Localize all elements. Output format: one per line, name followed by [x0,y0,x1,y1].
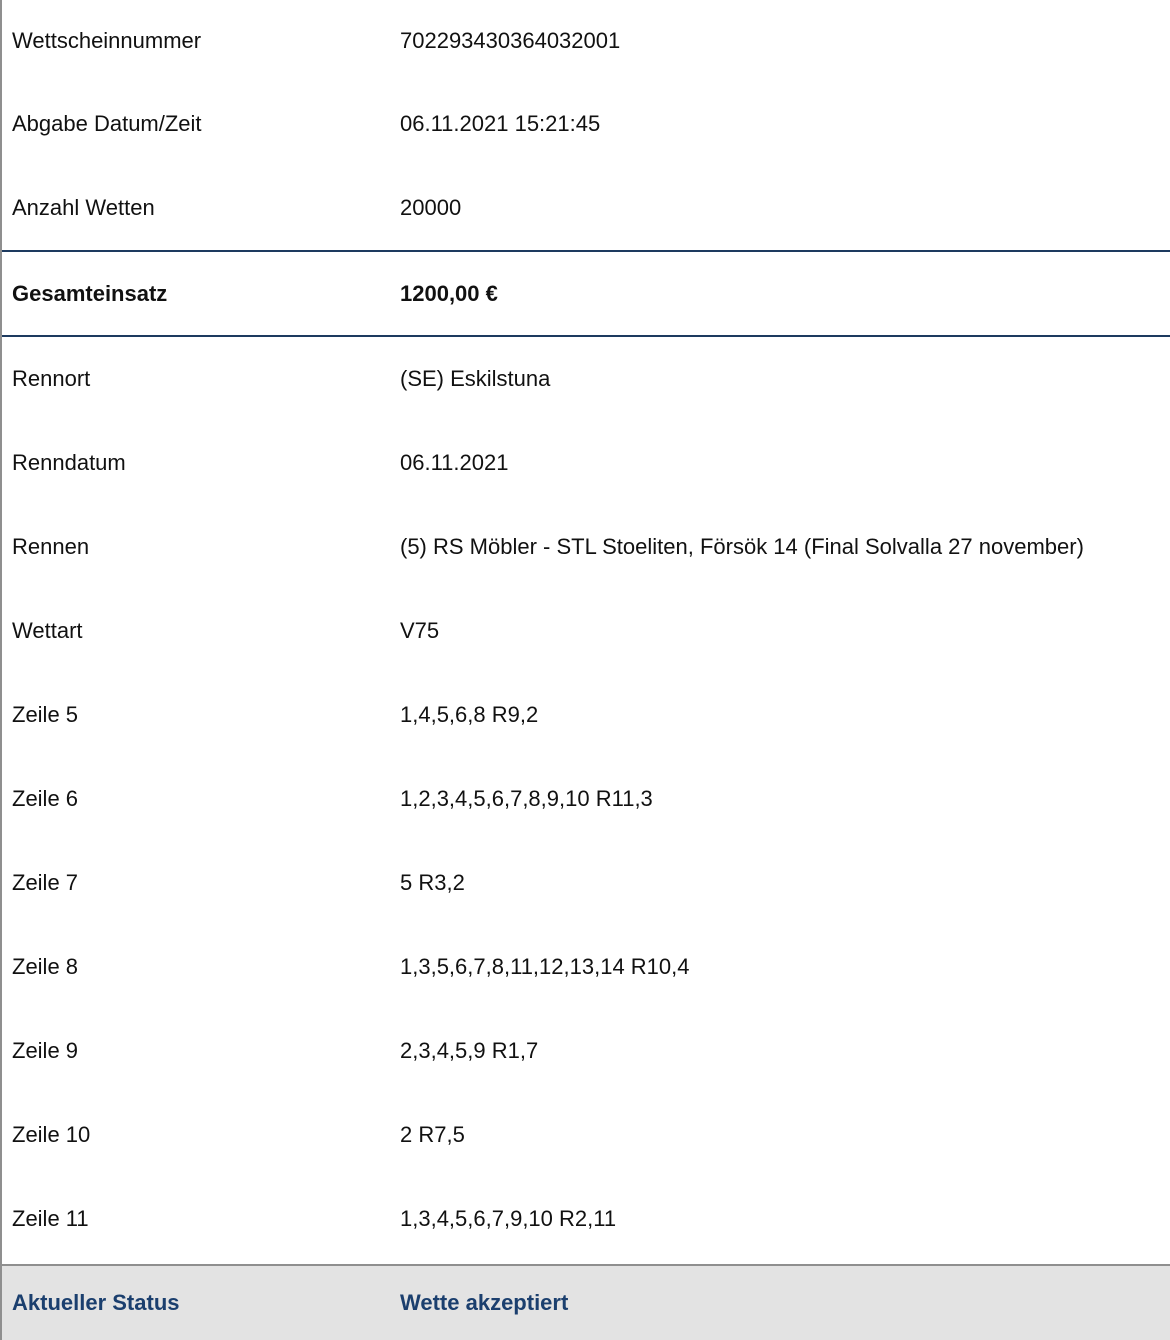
line-row [2,925,1170,1009]
ticket-number-label: Wettscheinnummer [12,28,202,53]
ticket-number-row [2,0,1170,82]
race-venue-row [2,337,1170,421]
current-status-value: Wette akzeptiert [400,1290,569,1315]
race-venue-label: Rennort [12,366,91,391]
current-status-row [2,1264,1170,1340]
line-value: 5 R3,2 [400,870,465,895]
total-stake-label: Gesamteinsatz [12,280,168,306]
current-status-label: Aktueller Status [12,1290,180,1315]
bet-type-value: V75 [400,618,440,643]
bet-type-label: Wettart [12,618,83,643]
line-label: Zeile 5 [12,702,79,727]
line-value: 2,3,4,5,9 R1,7 [400,1038,539,1063]
line-value: 1,4,5,6,8 R9,2 [400,702,539,727]
bet-count-value: 20000 [400,195,462,220]
line-row [2,757,1170,841]
line-row [2,1009,1170,1093]
line-label: Zeile 9 [12,1038,79,1063]
line-value: 1,3,5,6,7,8,11,12,13,14 R10,4 [400,954,690,979]
race-date-label: Renndatum [12,450,126,475]
bet-count-label: Anzahl Wetten [12,195,155,220]
race-date-row [2,421,1170,505]
submitted-datetime-row [2,82,1170,166]
line-label: Zeile 11 [12,1206,89,1231]
race-venue-value: (SE) Eskilstuna [400,366,551,391]
line-label: Zeile 10 [12,1122,91,1147]
line-row [2,673,1170,757]
total-stake-value: 1200,00 € [400,280,498,306]
submitted-datetime-value: 06.11.2021 15:21:45 [400,111,601,136]
ticket-number-value: 702293430364032001 [400,28,621,53]
race-name-label: Rennen [12,534,90,559]
line-row [2,841,1170,925]
line-row [2,1177,1170,1261]
bet-count-row [2,166,1170,250]
race-name-value: (5) RS Möbler - STL Stoeliten, Försök 14 (Final Solvalla 27 november) [400,534,1084,559]
line-value: 2 R7,5 [400,1122,465,1147]
line-label: Zeile 7 [12,870,79,895]
line-label: Zeile 6 [12,786,79,811]
total-stake-row [2,250,1170,337]
line-label: Zeile 8 [12,954,79,979]
line-row [2,1093,1170,1177]
race-name-row [2,505,1170,589]
line-value: 1,2,3,4,5,6,7,8,9,10 R11,3 [400,786,653,811]
race-date-value: 06.11.2021 [400,450,509,475]
bet-type-row [2,589,1170,673]
line-value: 1,3,4,5,6,7,9,10 R2,11 [400,1206,617,1231]
submitted-datetime-label: Abgabe Datum/Zeit [12,111,202,136]
